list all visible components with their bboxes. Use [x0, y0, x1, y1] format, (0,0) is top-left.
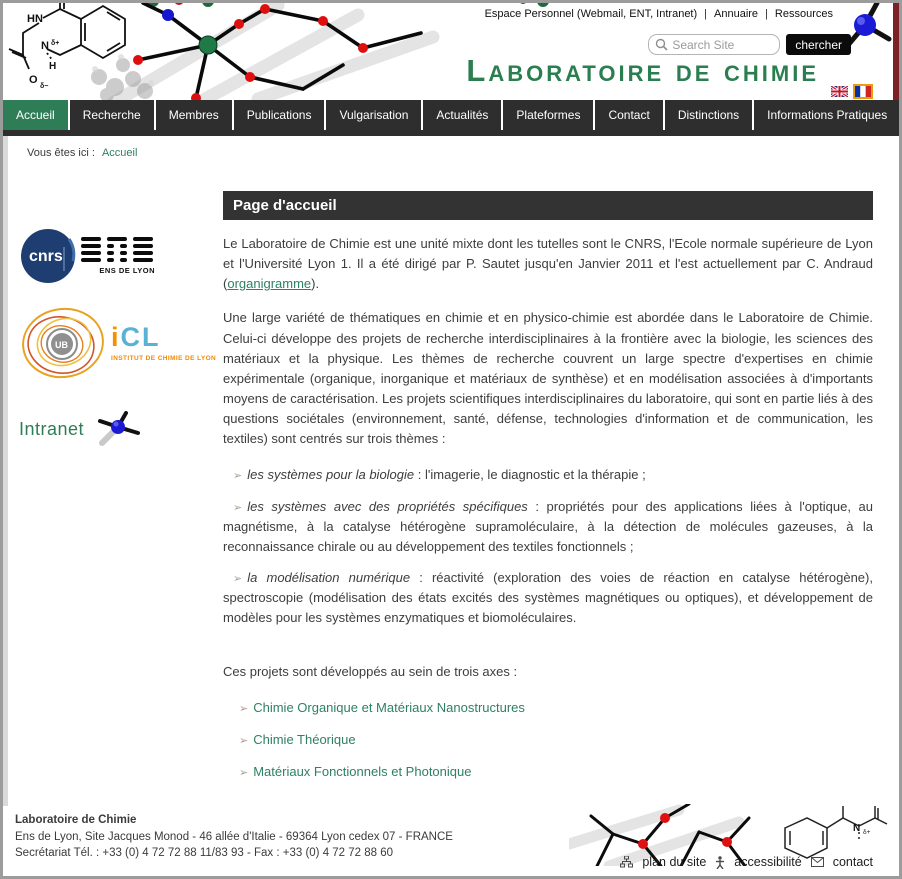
svg-text:H: H	[49, 61, 57, 72]
separator: |	[765, 8, 768, 20]
bullet-arrow-icon: ➢	[239, 702, 249, 715]
link-accessibilite[interactable]: accessibilité	[734, 855, 802, 869]
bullet-arrow-icon: ➢	[233, 572, 243, 585]
tab-distinctions[interactable]: Distinctions	[665, 100, 752, 130]
breadcrumb-current[interactable]: Accueil	[101, 147, 138, 159]
main-content	[223, 165, 873, 841]
search-submit-button[interactable]: chercher	[786, 34, 851, 55]
search-box[interactable]	[648, 34, 780, 55]
bullet-arrow-icon: ➢	[239, 734, 249, 747]
theme-item-modelisation	[223, 568, 873, 628]
tab-vulgarisation[interactable]: Vulgarisation	[326, 100, 421, 130]
utility-links	[485, 8, 833, 20]
theme-rest: : réactivité (exploration des voies de réaction en catalyse hétérogène), spectroscopie (modélisation des états excités des systèmes magnétiques ou optiques), et développement de modèles pour les systèmes enzymatiques et biomoléculaires.	[223, 569, 873, 626]
site-header	[3, 3, 899, 100]
nav-underline	[3, 130, 899, 136]
intro-text-before: Le Laboratoire de Chimie est une unité mixte dont les tutelles sont le CNRS, l'Ecole normale supérieure de Lyon et l'Université Lyon 1. Il a été dirigé par P. Sautet jusqu'en Janvier 2011 et l'est actuellement par C. Andraud (	[223, 236, 873, 292]
logo-row-cnrs-ens	[19, 227, 223, 285]
bullet-arrow-icon: ➢	[233, 470, 243, 483]
search-input[interactable]	[672, 38, 773, 52]
axis-item	[239, 700, 873, 715]
icl-logo-caption: INSTITUT DE CHIMIE DE LYON	[111, 355, 217, 362]
separator: |	[704, 8, 708, 20]
bullet-arrow-icon: ➢	[233, 501, 243, 514]
breadcrumb	[3, 136, 899, 165]
envelope-icon	[811, 857, 824, 867]
english-flag-icon[interactable]	[831, 86, 848, 97]
axis-item	[239, 764, 873, 779]
ens-logo-caption: ENS DE LYON	[99, 266, 155, 275]
tab-actualites[interactable]: Actualités	[423, 100, 501, 130]
axis-link-materiaux-fonctionnels[interactable]: Matériaux Fonctionnels et Photonique	[253, 763, 472, 779]
theme-lead: les systèmes avec des propriétés spécifiques	[247, 498, 528, 514]
tab-informations-pratiques[interactable]: Informations Pratiques	[754, 100, 900, 130]
axis-link-chimie-theorique[interactable]: Chimie Théorique	[253, 731, 356, 747]
site-title: Laboratoire de chimie	[466, 53, 819, 88]
breadcrumb-prefix: Vous êtes ici :	[27, 147, 95, 159]
link-ressources[interactable]: Ressources	[774, 8, 833, 20]
footer-contact-line: Secrétariat Tél. : +33 (0) 4 72 72 88 11/83 93 - Fax : +33 (0) 4 72 72 88 60	[15, 847, 394, 860]
ens-logo[interactable]	[81, 237, 155, 275]
sidebar	[15, 165, 223, 841]
intranet-link[interactable]	[19, 411, 223, 447]
ens-logo-glyph	[81, 237, 155, 263]
link-plan-du-site[interactable]: plan du site	[642, 855, 707, 869]
link-espace-personnel[interactable]: Espace Personnel (Webmail, ENT, Intranet)	[484, 8, 698, 20]
svg-text:cnrs: cnrs	[29, 248, 63, 265]
link-contact[interactable]: contact	[832, 855, 873, 869]
accessibility-icon	[715, 856, 725, 869]
intranet-molecule-icon	[92, 411, 144, 447]
ucbl-logo[interactable]	[19, 301, 107, 385]
theme-rest: : l'imagerie, le diagnostic et la thérapie ;	[414, 467, 646, 483]
search-icon	[655, 38, 668, 51]
header-edge-decoration	[893, 3, 899, 100]
icl-i: i	[111, 322, 121, 352]
sitemap-icon	[620, 856, 633, 868]
svg-text:δ−: δ−	[40, 83, 49, 90]
french-flag-selected[interactable]	[853, 84, 873, 99]
tab-membres[interactable]: Membres	[156, 100, 232, 130]
svg-text:N: N	[41, 40, 49, 52]
footer-address	[3, 806, 899, 862]
intro-paragraph	[223, 234, 873, 294]
logo-row-ucbl-icl	[19, 301, 223, 385]
svg-text:HN: HN	[27, 13, 43, 25]
footer-address-line: Ens de Lyon, Site Jacques Monod - 46 allée d'Italie - 69364 Lyon cedex 07 - FRANCE	[15, 830, 453, 843]
theme-lead: la modélisation numérique	[247, 569, 411, 585]
icl-logo-word	[111, 324, 161, 351]
cnrs-logo[interactable]	[19, 227, 77, 285]
link-annuaire[interactable]: Annuaire	[714, 8, 759, 20]
tab-accueil[interactable]: Accueil	[3, 100, 68, 130]
theme-rest: : propriétés pour des applications liées à l'optique, au magnétisme, à la catalyse hétérogène supramoléculaire, à la détection de molécules gazeuses, à la reconnaissance chirale ou au développement des textiles fonctionnels ;	[223, 498, 873, 554]
page-body	[3, 165, 899, 841]
tab-contact[interactable]: Contact	[595, 100, 662, 130]
bullet-arrow-icon: ➢	[239, 766, 249, 779]
french-flag-icon	[855, 86, 871, 97]
icl-cl: CL	[120, 322, 161, 352]
theme-lead: les systèmes pour la biologie	[247, 467, 415, 483]
tab-publications[interactable]: Publications	[234, 100, 325, 130]
intranet-label: Intranet	[19, 418, 85, 439]
theme-item-biologie	[223, 465, 873, 485]
svg-text:δ+: δ+	[51, 40, 60, 47]
footer-links	[620, 855, 873, 869]
search-bar	[648, 34, 851, 55]
themes-list	[223, 465, 873, 628]
page-title: Page d'accueil	[223, 191, 873, 220]
axis-item	[239, 732, 873, 747]
organigramme-link[interactable]: organigramme	[227, 276, 312, 292]
overview-paragraph: Une large variété de thématiques en chimie et en physico-chimie est abordée dans le Laboratoire de Chimie. Celui-ci développe des projets de recherche interdisciplinaires à la frontière avec la biologie, les sciences des matériaux et la physique. Les thèmes de recherche couvrent un large spectre d'expertises en chimie expérimentale (organique, inorganique et matériaux de synthèse) et en modélisation associées à d'importants moyens de caractérisation. Les projets scientifiques interdisciplinaires du laboratoire, qui sont en partie liés à des questions sociétales (environnement, santé, défense, technologies d'information et de communication, les textiles) sont centrés sur trois thèmes :	[223, 310, 873, 447]
language-switcher	[831, 84, 873, 99]
intro-text-after: ).	[311, 276, 320, 292]
tab-plateformes[interactable]: Plateformes	[503, 100, 593, 130]
axis-link-chimie-organique[interactable]: Chimie Organique et Matériaux Nanostructures	[253, 699, 525, 715]
theme-item-proprietes	[223, 497, 873, 557]
icl-logo[interactable]	[111, 324, 216, 362]
left-edge-strip	[3, 136, 8, 873]
site-footer	[3, 806, 899, 876]
main-navigation	[3, 100, 899, 136]
svg-text:N: N	[853, 823, 861, 834]
axes-intro: Ces projets sont développés au sein de trois axes :	[223, 664, 518, 680]
footer-org-name: Laboratoire de Chimie	[15, 814, 137, 826]
axes-list	[239, 700, 873, 779]
svg-text:UB: UB	[55, 340, 68, 350]
svg-text:δ+: δ+	[863, 829, 871, 836]
svg-text:O: O	[29, 74, 38, 86]
tab-recherche[interactable]: Recherche	[70, 100, 154, 130]
